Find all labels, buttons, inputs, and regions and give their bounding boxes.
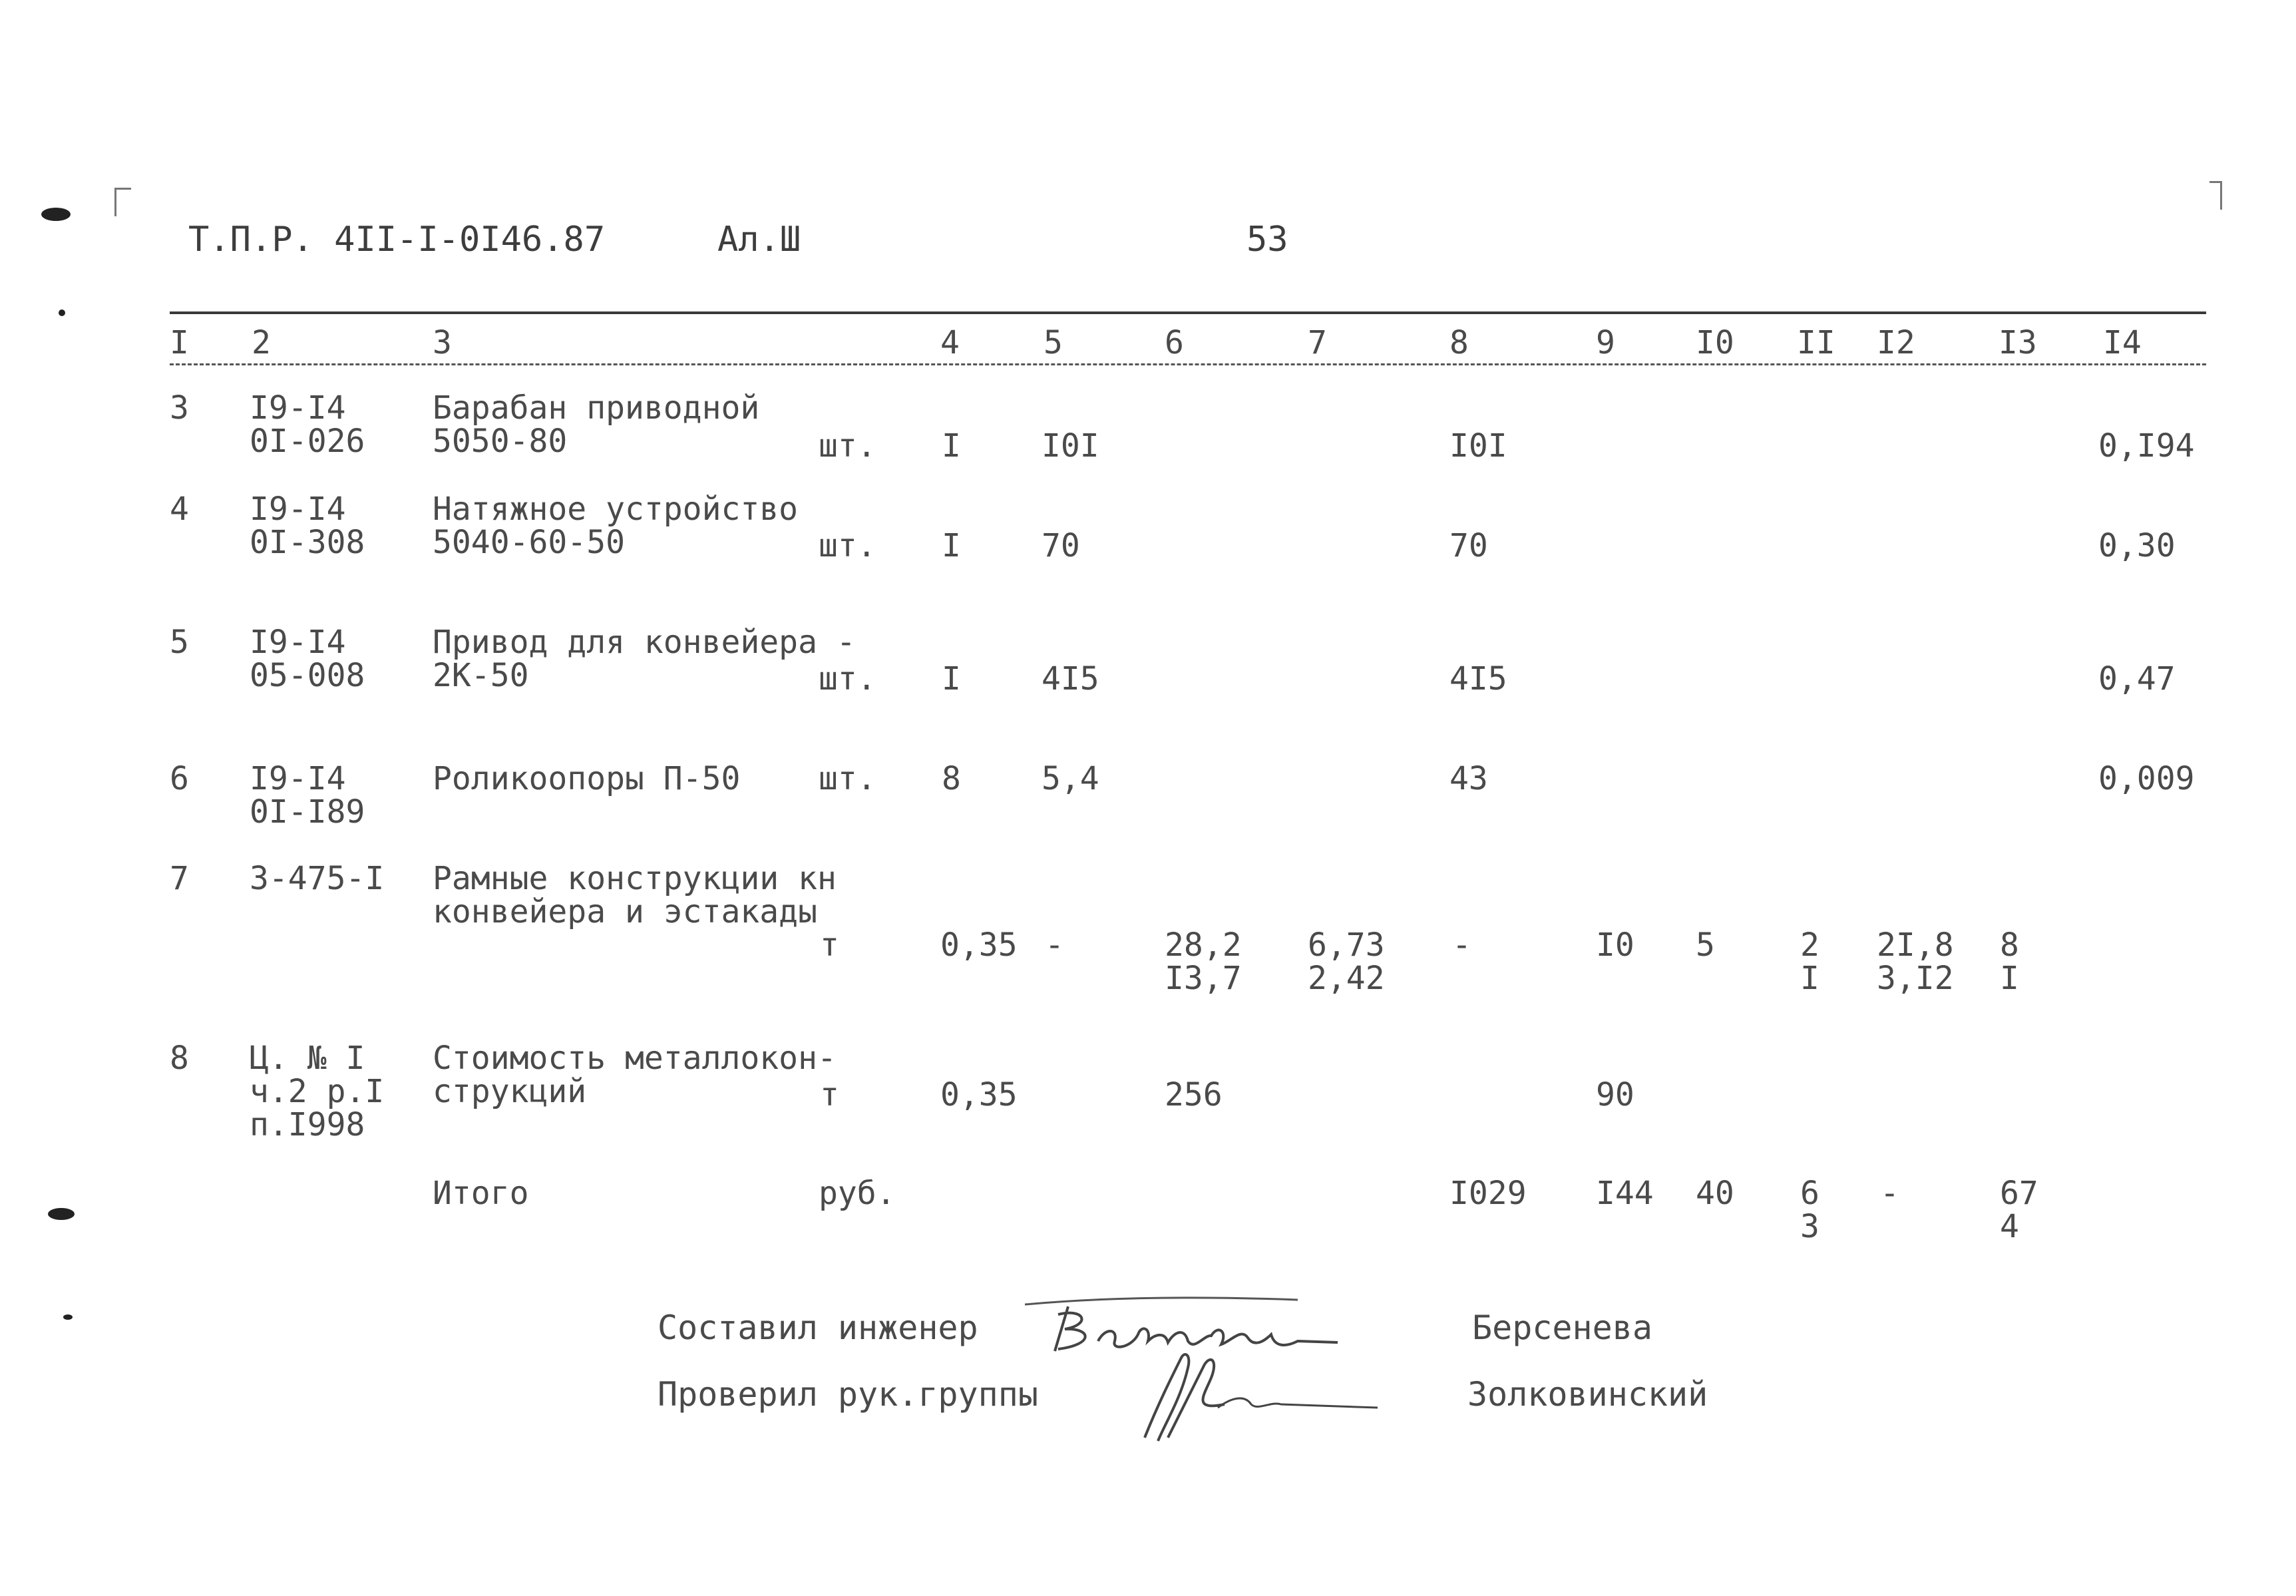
col-num-5: 5 (1044, 324, 1063, 361)
row-col14: 0,47 (2098, 660, 2176, 698)
row-code: I9-I4 (250, 624, 346, 661)
row-unit: шт. (819, 660, 876, 698)
row-code: 3-475-I (250, 860, 385, 897)
row-name: Привод для конвейера - (433, 624, 856, 661)
row-col5: 4I5 (1042, 660, 1099, 698)
col-num-2: 2 (252, 324, 271, 361)
row-name: струкций (433, 1073, 587, 1110)
row-col8: - (1452, 926, 1471, 964)
scan-mark (41, 208, 71, 221)
row-number: 6 (170, 760, 189, 797)
row-code: I9-I4 (250, 491, 346, 528)
col-num-10: I0 (1696, 324, 1734, 361)
row-col4: I (942, 527, 961, 564)
row-col4: 0,35 (940, 926, 1018, 964)
row-col6: I3,7 (1165, 960, 1242, 997)
row-col7: 2,42 (1308, 960, 1385, 997)
row-col8: I0I (1449, 427, 1507, 465)
row-col5: 5,4 (1042, 760, 1099, 797)
row-col5: I0I (1042, 427, 1099, 465)
row-col4: 0,35 (940, 1076, 1018, 1113)
compiled-name: Берсенева (1472, 1308, 1652, 1347)
row-col7: 6,73 (1308, 926, 1385, 964)
row-unit: шт. (819, 427, 876, 465)
row-name: конвейера и эстакады (433, 893, 817, 930)
compiled-label: Составил инженер (658, 1308, 978, 1347)
row-col14: 0,009 (2098, 760, 2195, 797)
scan-mark (48, 1208, 75, 1220)
row-col8: 4I5 (1449, 660, 1507, 698)
col-num-1: I (170, 324, 189, 361)
total-col13: 4 (2000, 1208, 2019, 1245)
col-num-11: II (1797, 324, 1835, 361)
crop-mark (2209, 181, 2222, 210)
table-top-rule (170, 311, 2206, 314)
doc-code: Т.П.Р. 4II-I-0I46.87 (188, 220, 606, 260)
total-col11: 3 (1800, 1208, 1819, 1245)
row-name: 5050-80 (433, 423, 568, 460)
row-col4: I (942, 427, 961, 465)
row-unit: т (820, 926, 839, 964)
row-code: 0I-308 (250, 524, 365, 561)
col-num-8: 8 (1449, 324, 1469, 361)
col-num-9: 9 (1596, 324, 1615, 361)
row-unit: шт. (819, 527, 876, 564)
scan-mark (59, 309, 65, 316)
row-col6: 256 (1165, 1076, 1223, 1113)
row-col5: 70 (1042, 527, 1080, 564)
row-unit: шт. (819, 760, 876, 797)
row-name: Рамные конструкции кн (433, 860, 837, 897)
row-col12: 2I,8 (1877, 926, 1954, 964)
col-num-13: I3 (1999, 324, 2037, 361)
col-num-12: I2 (1877, 324, 1915, 361)
row-code: 0I-I89 (250, 793, 365, 831)
row-name: Стоимость металлокон- (433, 1040, 837, 1077)
total-unit: руб. (819, 1175, 896, 1212)
row-col5: - (1045, 926, 1064, 964)
row-col4: 8 (942, 760, 961, 797)
total-col11: 6 (1800, 1175, 1819, 1212)
scan-mark (63, 1314, 73, 1320)
col-num-6: 6 (1165, 324, 1184, 361)
row-col8: 43 (1449, 760, 1488, 797)
row-code: Ц. № I (250, 1040, 365, 1077)
col-num-14: I4 (2103, 324, 2142, 361)
table-header-rule (170, 363, 2206, 365)
total-label: Итого (433, 1175, 529, 1212)
row-col9: 90 (1596, 1076, 1634, 1113)
total-col10: 40 (1696, 1175, 1734, 1212)
row-col10: 5 (1696, 926, 1715, 964)
row-col14: 0,I94 (2098, 427, 2195, 465)
row-code: п.I998 (250, 1106, 365, 1143)
row-col12: 3,I2 (1877, 960, 1954, 997)
row-name: Натяжное устройство (433, 491, 799, 528)
total-col13: 67 (2000, 1175, 2038, 1212)
row-col13: 8 (2000, 926, 2019, 964)
row-number: 4 (170, 491, 189, 528)
row-col13: I (2000, 960, 2019, 997)
col-num-7: 7 (1308, 324, 1327, 361)
checked-label: Проверил рук.группы (658, 1375, 1038, 1414)
row-number: 5 (170, 624, 189, 661)
row-name: 5040-60-50 (433, 524, 625, 561)
crop-mark (114, 188, 131, 216)
row-unit: т (820, 1076, 839, 1113)
row-code: ч.2 р.I (250, 1073, 385, 1110)
col-num-4: 4 (940, 324, 960, 361)
row-code: I9-I4 (250, 760, 346, 797)
row-code: 05-008 (250, 657, 365, 694)
total-col8: I029 (1449, 1175, 1527, 1212)
page-number: 53 (1246, 220, 1288, 260)
row-number: 3 (170, 389, 189, 427)
row-col8: 70 (1449, 527, 1488, 564)
row-number: 8 (170, 1040, 189, 1077)
row-name: Барабан приводной (433, 389, 760, 427)
row-col11: I (1800, 960, 1819, 997)
col-num-3: 3 (433, 324, 452, 361)
handwritten-signature-checked (1118, 1338, 1384, 1451)
total-col12: - (1880, 1175, 1899, 1212)
row-col6: 28,2 (1165, 926, 1242, 964)
row-code: 0I-026 (250, 423, 365, 460)
row-code: I9-I4 (250, 389, 346, 427)
row-col9: I0 (1596, 926, 1634, 964)
row-name: Роликоопоры П-50 (433, 760, 741, 797)
row-number: 7 (170, 860, 189, 897)
row-name: 2К-50 (433, 657, 529, 694)
checked-name: Золковинский (1467, 1375, 1708, 1414)
album-label: Ал.Ш (717, 220, 801, 260)
row-col4: I (942, 660, 961, 698)
total-col9: I44 (1596, 1175, 1654, 1212)
row-col11: 2 (1800, 926, 1819, 964)
row-col14: 0,30 (2098, 527, 2176, 564)
